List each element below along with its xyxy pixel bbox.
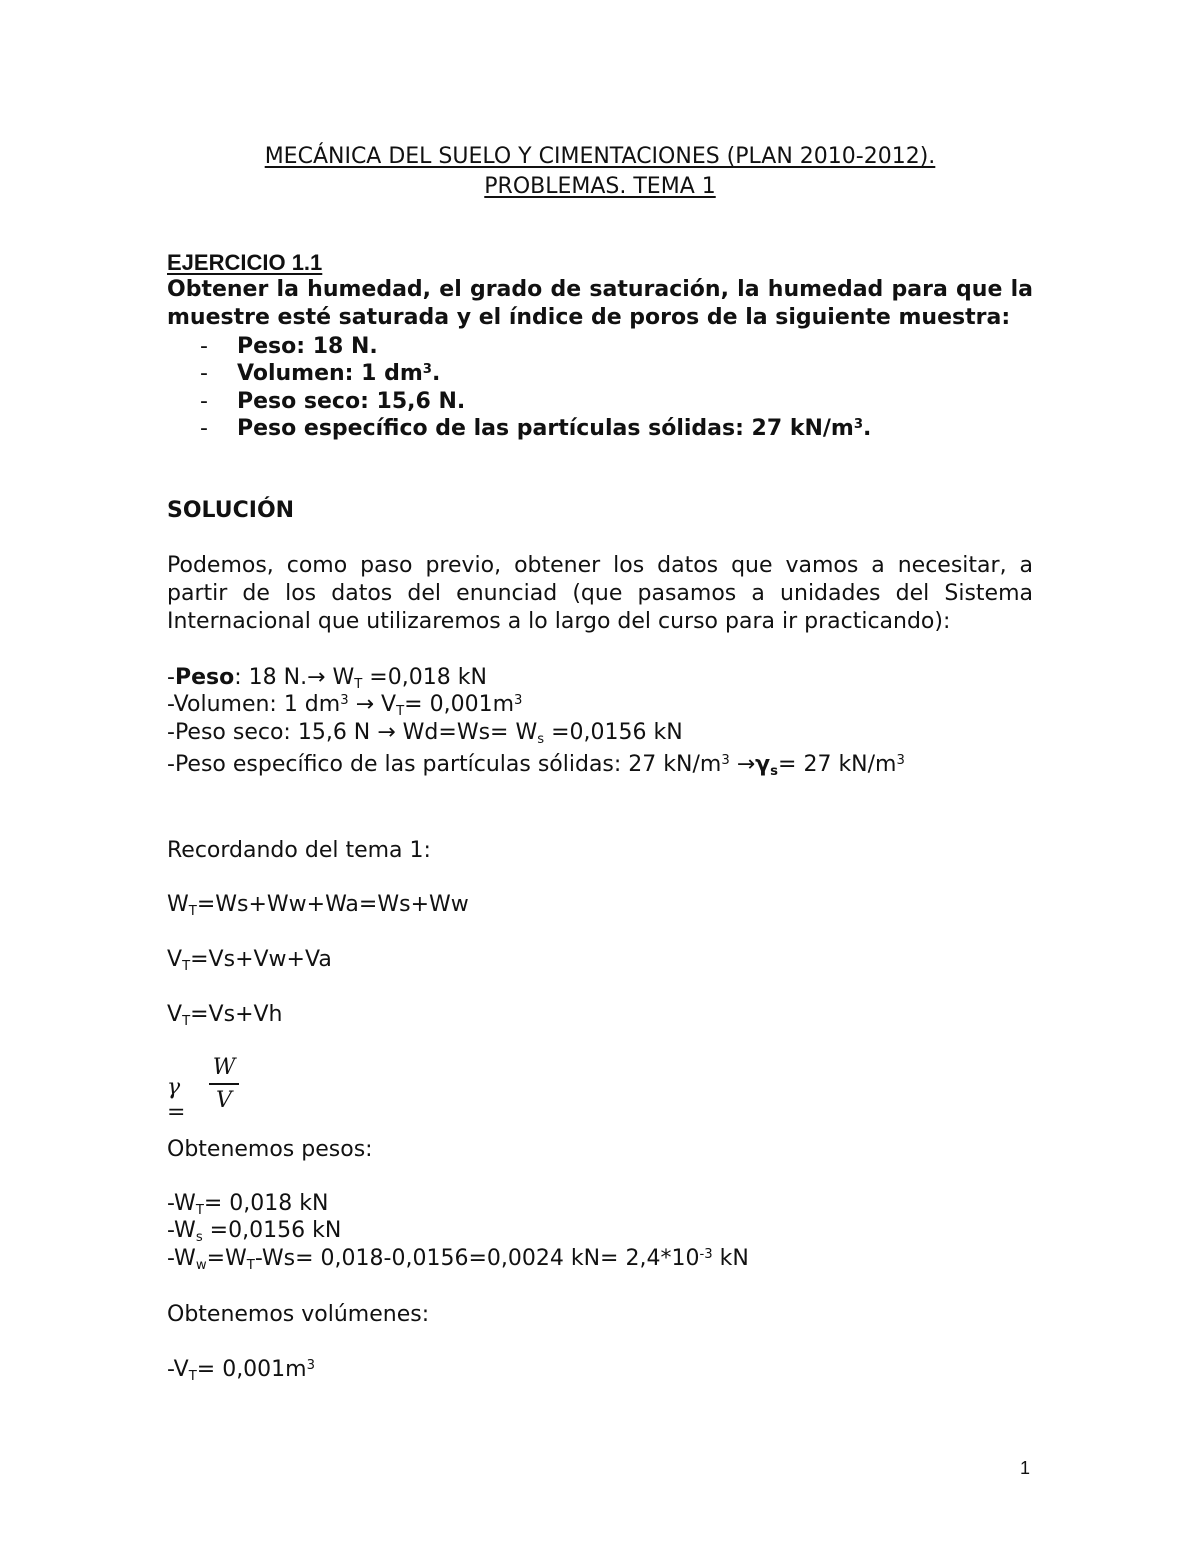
data-line-specific-weight: -Peso específico de las partículas sólidas: 27 $kN/m^3 \to\gamma_s= 27$ $kN/m^3$ xyxy=(167,752,905,779)
list-item: - Peso específico de las partículas sólidas: 27 $kN/m^3$. xyxy=(200,416,872,441)
exercise-label: EJERCICIO 1.1 xyxy=(167,250,323,275)
data-line-dry-weight: -Peso seco: 15,6 $N \to Wd=Ws= W_s =0,0156$ kN xyxy=(167,720,683,747)
solution-heading: SOLUCIÓN xyxy=(167,498,295,523)
page-number: 1 xyxy=(1020,1458,1031,1478)
weight-line: $-W_s =0,0156$ kN xyxy=(167,1218,342,1245)
exercise-statement: Obtener la humedad, el grado de saturación, la humedad para que la muestre esté saturada y el índice de poros de la siguiente muestra: xyxy=(167,277,1033,330)
list-item: - Volumen: 1 $dm^3$. xyxy=(200,361,441,386)
equation-volume-voids: $V_T=Vs+Vh$ xyxy=(167,1002,283,1029)
weight-line: $-W_w=W_T-Ws= 0,018-0,0156=0,0024$ $kN= 2,4*10^{-3}$ kN xyxy=(167,1246,749,1273)
list-item: - Peso seco: 15,6 N. xyxy=(200,389,466,414)
solution-intro: Podemos, como paso previo, obtener los datos que vamos a necesitar, a partir de los datos del enunciad (que pasamos a unidades del Sistema Internacional que utilizaremos a lo largo del curso para ir practicando): xyxy=(167,553,1033,634)
document-title: MECÁNICA DEL SUELO Y CIMENTACIONES (PLAN 2010-2012). xyxy=(264,144,936,169)
equation-total-weight: $W_T=Ws+Ww+Wa=Ws+Ww$ xyxy=(167,892,469,919)
document-page: MECÁNICA DEL SUELO Y CIMENTACIONES (PLAN 2010-2012). PROBLEMAS. TEMA 1 EJERCICIO 1.1 Obtener la humedad, el grado de saturación, la humedad para que la muestre esté saturada y el índice de poros de la siguiente muestra: - Peso: 18 N. - Volumen: 1 $dm^3$. - Peso seco: 15,6 N. - Peso específico de las partículas sólidas: 27 $kN/m^3$. SOLUCIÓN Podemos, como paso previo, obtener los datos que vamos a necesitar, a partir de los datos del enunciad (que pasamos a unidades del Sistema Internacional que utilizaremos a lo largo del curso para ir practicando): -Peso: 18 $N.\to W_T =0,018$ kN -Volumen: 1 $dm^3 \to V_T= 0,001m^3$ -Peso seco: 15,6 $N \to Wd=Ws= W_s =0,0156$ kN -Peso específico de las partículas sólidas: 27 $kN/m^3 \to\gamma_s= 27$ $kN/m^3$ Recordando del tema 1: $W_T=Ws+Ww+Wa=Ws+Ww$ $V_T=Vs+Vw+Va$ $V_T=Vs+Vh$ γ = W V Obtenemos pesos: $-W_T= 0,018$ kN $-W_s =0,0156$ kN $-W_w=W_T-Ws= 0,018-0,0156=0,0024$ $kN= 2,4*10^{-3}$ kN Obtenemos volúmenes: $-V_T= 0,001m^3$ 1 xyxy=(0,0,1200,1553)
reminder-text: Recordando del tema 1: xyxy=(167,838,431,863)
volumes-heading: Obtenemos volúmenes: xyxy=(167,1302,430,1327)
volume-line: $-V_T= 0,001m^3$ xyxy=(167,1357,315,1384)
weights-heading: Obtenemos pesos: xyxy=(167,1137,373,1162)
fraction-bar xyxy=(209,1083,239,1085)
data-line-volume: -Volumen: 1 $dm^3 \to V_T= 0,001m^3$ xyxy=(167,692,523,719)
equation-total-volume: $V_T=Vs+Vw+Va$ xyxy=(167,947,332,974)
data-line-weight: -Peso: 18 $N.\to W_T =0,018$ kN xyxy=(167,665,487,692)
list-item: - Peso: 18 N. xyxy=(200,334,378,359)
weight-line: $-W_T= 0,018$ kN xyxy=(167,1191,329,1218)
document-subtitle: PROBLEMAS. TEMA 1 xyxy=(484,174,716,199)
